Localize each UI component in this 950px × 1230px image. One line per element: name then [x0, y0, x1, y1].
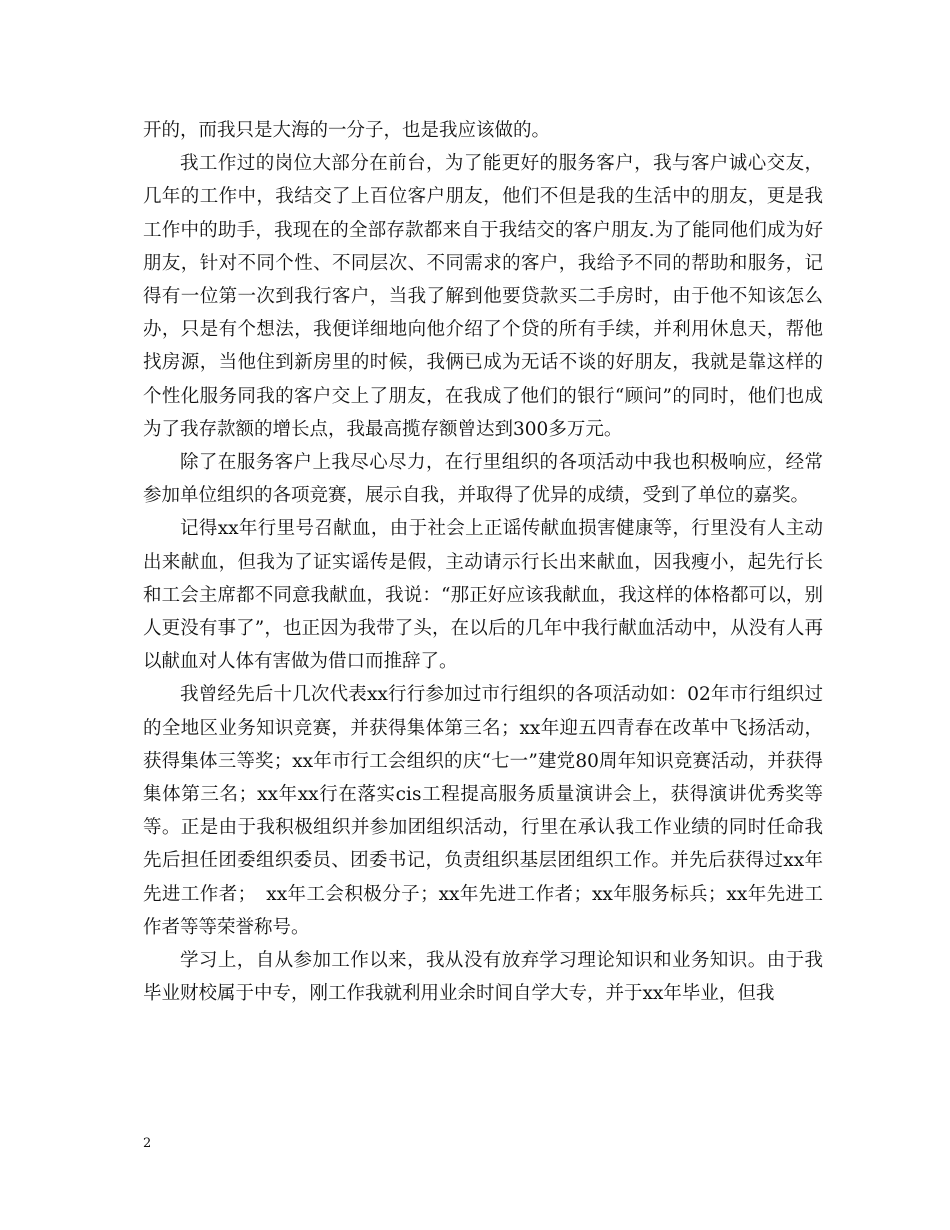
paragraph-blood-donation: 记得xx年行里号召献血，由于社会上正谣传献血损害健康等，行里没有人主动出来献血，但我为了证实谣传是假，主动请示行长出来献血，因我瘦小，起先行长和工会主席都不同意我献血，我说：“那正好应该我献血，我这样的体格都可以，别人更没有事了”，也正因为我带了头，在以后的几年中我行献血活动中，从没有人再以献血对人体有害做为借口而推辞了。 [143, 518, 823, 673]
document-body [143, 114, 823, 1010]
paragraph-honors: 我曾经先后十几次代表xx行行参加过市行组织的各项活动如：02年市行组织过的全地区业务知识竞赛，并获得集体第三名；xx年迎五四青春在改革中飞扬活动，获得集体三等奖；xx年市行工会组织的庆“七一”建党80周年知识竞赛活动，并获得集体第三名；xx年xx行在落实cis工程提高服务质量演讲会上，获得演讲优秀奖等等。正是由于我积极组织并参加团组织活动，行里在承认我工作业绩的同时任命我先后担任团委组织委员、团委书记，负责组织基层团组织工作。并先后获得过xx年先进工作者； xx年工会积极分子；xx年先进工作者；xx年服务标兵；xx年先进工作者等等荣誉称号。 [143, 684, 823, 938]
paragraph-customer-service: 我工作过的岗位大部分在前台，为了能更好的服务客户，我与客户诚心交友，几年的工作中，我结交了上百位客户朋友，他们不但是我的生活中的朋友，更是我工作中的助手，我现在的全部存款都来自于我结交的客户朋友.为了能同他们成为好朋友，针对不同个性、不同层次、不同需求的客户，我给予不同的帮助和服务，记得有一位第一次到我行客户，当我了解到他要贷款买二手房时，由于他不知该怎么办，只是有个想法，我便详细地向他介绍了个贷的所有手续，并利用休息天，帮他找房源，当他住到新房里的时候，我俩已成为无话不谈的好朋友，我就是靠这样的个性化服务同我的客户交上了朋友，在我成了他们的银行“顾问”的同时，他们也成为了我存款额的增长点，我最高揽存额曾达到300多万元。 [143, 153, 823, 440]
paragraph-continuation: 开的，而我只是大海的一分子，也是我应该做的。 [143, 120, 551, 141]
paragraph-activities: 除了在服务客户上我尽心尽力，在行里组织的各项活动中我也积极响应，经常参加单位组织的各项竞赛，展示自我，并取得了优异的成绩，受到了单位的嘉奖。 [143, 452, 823, 507]
page-number: 2 [143, 1136, 152, 1151]
paragraph-study: 学习上，自从参加工作以来，我从没有放弃学习理论知识和业务知识。由于我毕业财校属于中专，刚工作我就利用业余时间自学大专，并于xx年毕业，但我 [143, 950, 823, 1005]
